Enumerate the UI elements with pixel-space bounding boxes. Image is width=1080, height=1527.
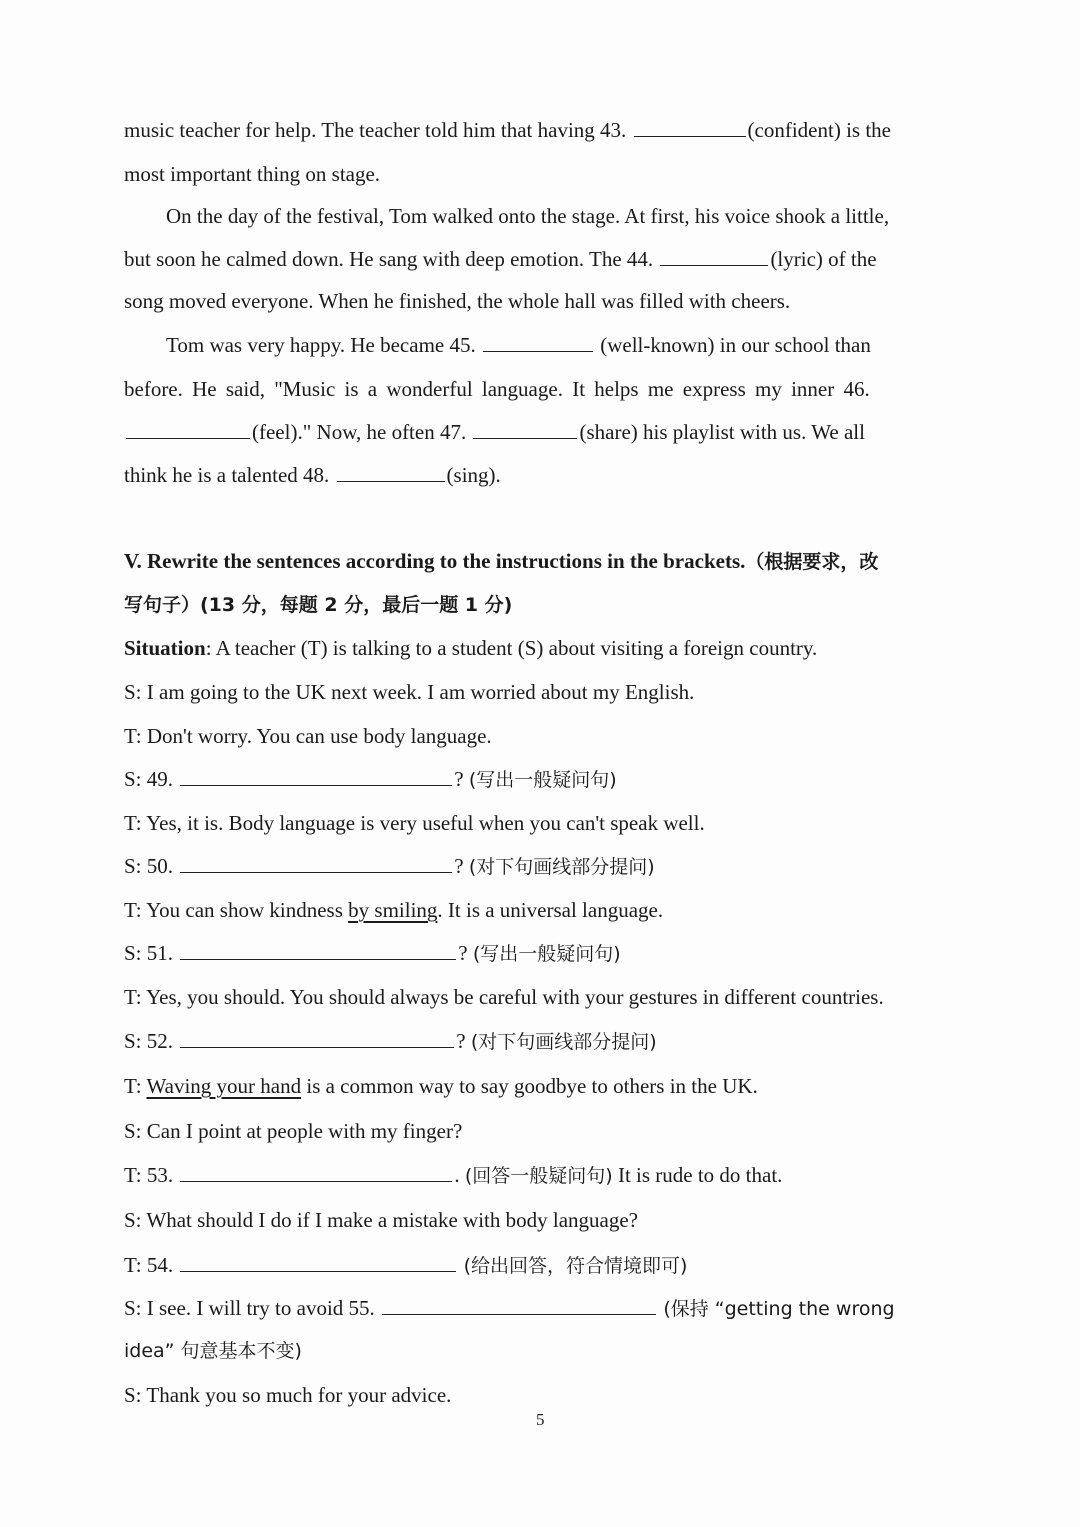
dialogue-text: It is rude to do that.: [612, 1163, 783, 1187]
passage-line-2: most important thing on stage.: [124, 162, 381, 186]
passage-line-9: [124, 461, 501, 489]
instruction-hint: (写出一般疑问句): [472, 943, 621, 965]
dialogue-line: T: Yes, it is. Body language is very useful when you can't speak well.: [124, 811, 705, 835]
dialogue-text: . It is a universal language.: [437, 898, 664, 922]
question-number: T: 53.: [124, 1163, 174, 1187]
passage-text: On the day of the festival, Tom walked onto the stage. At first, his voice shook a little,: [166, 204, 890, 228]
question-49: [124, 765, 617, 794]
question-mark: ?: [456, 1029, 466, 1053]
passage-text: (lyric) of the: [770, 247, 877, 271]
dialogue-line: T: Yes, you should. You should always be careful with your gestures in different countries.: [124, 985, 884, 1009]
instruction-hint: (给出回答，符合情境即可): [463, 1255, 688, 1277]
answer-blank-53[interactable]: [180, 1161, 452, 1182]
passage-text: Tom was very happy. He became 45.: [166, 333, 476, 357]
question-mark: ?: [454, 854, 464, 878]
situation-line: [124, 634, 817, 662]
instruction-hint: (回答一般疑问句): [464, 1165, 613, 1187]
passage-text: (feel)." Now, he often 47.: [252, 420, 467, 444]
section-score-note: 写句子）(13 分，每题 2 分，最后一题 1 分): [124, 594, 513, 616]
passage-line-1: [124, 116, 960, 144]
section-title-en: V. Rewrite the sentences according to the instructions in the brackets.: [124, 549, 746, 573]
passage-line-8: [124, 418, 960, 446]
question-52: [124, 1027, 657, 1056]
blank-44[interactable]: [660, 245, 768, 266]
instruction-hint: (保持 “getting the wrong: [663, 1298, 895, 1320]
passage-text: before. He said, "Music is a wonderful language. It helps me express my inner 46.: [124, 377, 870, 401]
dialogue-line: T: Don't worry. You can use body language.: [124, 724, 492, 748]
answer-blank-54[interactable]: [180, 1251, 456, 1272]
dialogue-line: [124, 896, 663, 924]
dialogue-line: S: What should I do if I make a mistake with body language?: [124, 1208, 638, 1232]
blank-43[interactable]: [634, 116, 746, 137]
dialogue-line: [124, 1072, 758, 1100]
question-55: [124, 1294, 895, 1323]
question-mark: ?: [454, 767, 464, 791]
answer-blank-49[interactable]: [180, 765, 452, 786]
answer-blank-51[interactable]: [180, 939, 456, 960]
dialogue-text: is a common way to say goodbye to others in the UK.: [301, 1074, 758, 1098]
answer-blank-55[interactable]: [382, 1294, 656, 1315]
instruction-hint: (对下句画线部分提问): [468, 856, 655, 878]
period-mark: .: [454, 1163, 460, 1187]
passage-line-7: [124, 375, 960, 403]
answer-blank-52[interactable]: [180, 1027, 454, 1048]
dialogue-text: T: You can show kindness: [124, 898, 349, 922]
passage-line-6: [166, 331, 960, 359]
passage-text: (sing).: [446, 463, 501, 487]
passage-text: (share) his playlist with us. We all: [579, 420, 865, 444]
section-title-cn: （根据要求，改: [745, 551, 879, 573]
passage-text: (confident) is the: [747, 118, 891, 142]
dialogue-line: S: Thank you so much for your advice.: [124, 1383, 452, 1407]
situation-text: : A teacher (T) is talking to a student (S) about visiting a foreign country.: [205, 636, 818, 660]
instruction-hint: (写出一般疑问句): [468, 769, 617, 791]
situation-label: Situation: [124, 636, 206, 660]
dialogue-line: S: I am going to the UK next week. I am worried about my English.: [124, 680, 695, 704]
blank-45[interactable]: [483, 331, 593, 352]
blank-47[interactable]: [473, 418, 577, 439]
question-number: S: I see. I will try to avoid 55.: [124, 1296, 375, 1320]
instruction-hint-continued: idea” 句意基本不变): [124, 1340, 302, 1362]
dialogue-line: S: Can I point at people with my finger?: [124, 1119, 463, 1143]
underlined-phrase: Waving your hand: [146, 1074, 302, 1098]
question-53: [124, 1161, 782, 1190]
question-number: S: 50.: [124, 854, 174, 878]
question-number: T: 54.: [124, 1253, 174, 1277]
question-51: [124, 939, 621, 968]
dialogue-text: T:: [124, 1074, 147, 1098]
question-50: [124, 852, 655, 881]
passage-text: (well-known) in our school than: [600, 333, 871, 357]
passage-line-5: song moved everyone. When he finished, the whole hall was filled with cheers.: [124, 289, 791, 313]
answer-blank-50[interactable]: [180, 852, 452, 873]
blank-48[interactable]: [337, 461, 445, 482]
question-number: S: 52.: [124, 1029, 174, 1053]
page-number: 5: [536, 1410, 545, 1429]
passage-text: but soon he calmed down. He sang with deep emotion. The 44.: [124, 247, 654, 271]
passage-text: music teacher for help. The teacher told him that having 43.: [124, 118, 627, 142]
instruction-hint: (对下句画线部分提问): [470, 1031, 657, 1053]
underlined-phrase: by smiling: [348, 898, 438, 922]
passage-line-3: [166, 202, 960, 230]
blank-46[interactable]: [126, 418, 250, 439]
question-number: S: 49.: [124, 767, 174, 791]
question-54: [124, 1251, 687, 1280]
passage-text: think he is a talented 48.: [124, 463, 330, 487]
question-number: S: 51.: [124, 941, 174, 965]
passage-line-4: [124, 245, 960, 273]
section-title: [124, 547, 878, 576]
question-mark: ?: [458, 941, 468, 965]
